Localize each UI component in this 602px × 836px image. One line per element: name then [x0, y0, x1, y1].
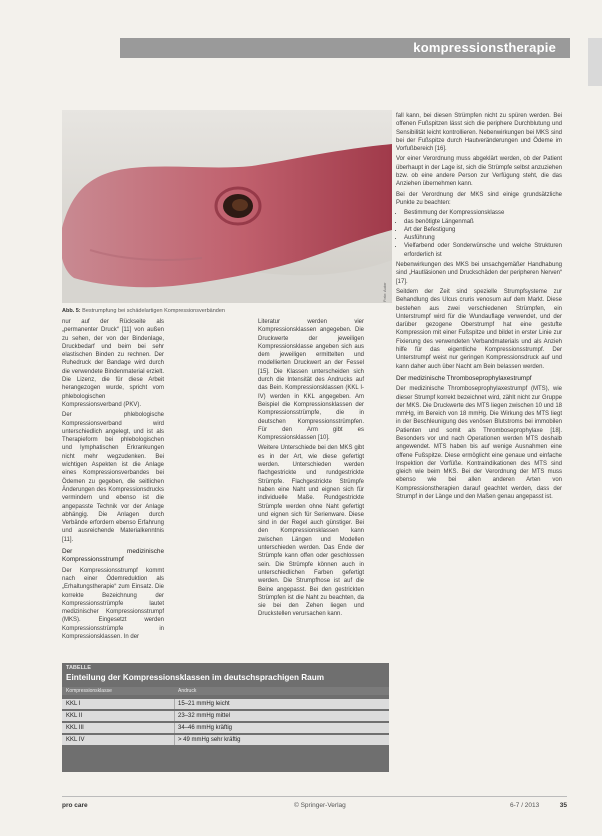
table-row	[62, 723, 389, 733]
table-row	[62, 711, 389, 721]
section-heading: Der medizinische Kompressionsstrumpf	[62, 548, 164, 564]
list-item: • Bestimmung der Kompressionsklasse	[404, 209, 562, 217]
table-cell: 15–21 mmHg leicht	[178, 700, 230, 707]
prescription-checklist	[396, 209, 562, 259]
table-label: TABELLE	[66, 665, 91, 671]
paragraph: Bei der Verordnung der MKS sind einige grundsätzliche Punkte zu beachten:	[396, 191, 562, 206]
table-cell: > 49 mmHg sehr kräftig	[178, 736, 241, 743]
table-row	[62, 735, 389, 745]
table-cell: KKL III	[66, 724, 84, 731]
page-tab-marker	[588, 38, 602, 86]
section-header-band	[120, 38, 570, 58]
paragraph: Nebenwirkungen des MKS bei unsachgemäßer Handhabung sind „Hautläsionen und Druckschäden der peripheren Nerven“ [17].	[396, 262, 562, 285]
paragraph: Vor einer Verordnung muss abgeklärt werden, ob der Patient überhaupt in der Lage ist, sich die Strümpfe selbst anzuziehen bzw. ob eine andere Person zur Verfügung steht, die das Anziehen übernehmen kann.	[396, 156, 562, 188]
table-cell: KKL II	[66, 712, 83, 719]
table-title: Einteilung der Kompressionsklassen im deutschsprachigen Raum	[66, 673, 324, 682]
journal-name: pro care	[62, 802, 88, 809]
leg-ulcer-photo	[62, 110, 392, 303]
paragraph: Seitdem der Zeit sind spezielle Strumpfsysteme zur Behandlung des Ulcus cruris venosum auf dem Markt. Diese bestehen aus zwei verschiedenen Strümpfen, ein Unterstrumpf wird für die Wundauflage verwendet, und der darüber gezogene Oberstrumpf hat eine gestufte Kompression mit einer Fußspitze und bildet in erster Linie zur Fixierung des verwendeten Verbandmaterials und als Anzieh hilfe für das eigentliche Kompressionsstrumpf. Der Unterstrumpf weist nur geringen Kompressionsdruck auf und kann daher auch über Nacht am Bein belassen werden.	[396, 288, 562, 370]
photo-illustration	[62, 110, 392, 303]
paragraph: Der phlebologische Kompressionsverband wird unterschiedlich angelegt, und ist als Therapieform bei phlebologischen und lymphatischen Erkrankungen nicht mehr wegzudenken. Bei wichtigen Aspekten ist die Anlage eines Kompressionsverbandes bei Ödemen zu gegeben, die seitlichen Änderungen des Kompressionsdrucks vermindern und ebenso ist die angepasste Technik vor der Anlage abhängig. Die Anlagen durch Verbände erfordern ebenso Erfahrung und ausreichende Materialkenntnis [11].	[62, 412, 164, 543]
paragraph: Der medizinische Thromboseprophylaxestrumpf (MTS), wie dieser Strumpf korrekt bezeichnet wird, zählt nicht zur Gruppe der MKS. Die Druckwerte des MTS liegen zwischen 10 und 18 mmHg, im Bereich von 18 mmHg. Die Wirkung des MTS liegt in der Beschleunigung des venösen Blutstroms bei immobilen Patienten und somit als Thromboseprophylaxe [18]. Besonders vor und nach Operationen werden MTS deshalb angewendet. MTS haben bis auf wenige Ausnahmen eine offene Fußspitze. Diese ermöglicht eine genaue und einfache Inspektion der Vorfüße. Kontraindikationen des MTS sind gleich wie beim MKS. Bei der Verordnung der MTS muss ebenso wie bei allen anderen Arten von Kompressionstherapien darauf geachtet werden, dass der Strumpf in der Länge und den Maßen genau angepasst ist.	[396, 386, 562, 501]
table-cell: KKL I	[66, 700, 81, 707]
table-cell: 34–46 mmHg kräftig	[178, 724, 233, 731]
caption-text: Bestrumpfung bei schädelartigen Kompressionsverbänden	[82, 308, 225, 314]
list-item: • das benötigte Längenmaß	[404, 218, 562, 226]
figure-caption	[62, 308, 392, 315]
table-cell: KKL IV	[66, 736, 85, 743]
paragraph: Der Kompressionsstrumpf kommt nach einer Ödemreduktion als „Erhaltungstherapie“ zum Einsatz. Die korrekte Bezeichnung der Kompressionsstrümpfe lautet medizinischer Kompressionsstrumpf (MKS). Eingesetzt werden Kompressionsstrümpfe in Kompressionsklassen. In der	[62, 567, 164, 640]
page-footer	[62, 796, 567, 811]
text-column-3	[396, 112, 562, 503]
list-item: • Ausführung	[404, 234, 562, 242]
section-title: kompressionstherapie	[413, 40, 556, 55]
page-number: 35	[559, 802, 567, 809]
list-item: • Art der Befestigung	[404, 226, 562, 234]
table-cell: 23–32 mmHg mittel	[178, 712, 231, 719]
publisher: © Springer-Verlag	[294, 802, 346, 809]
paragraph: Weitere Unterschiede bei den MKS gibt es in der Art, wie diese gefertigt werden. Unterschieden werden flachgestrickte und rundgestrickte Strümpfe. Flachgestrickte Strümpfe haben eine Naht und eignen sich für individuelle Maße. Rundgestrickte Strümpfe werden ohne Naht gefertigt und eignen sich für Serienware. Diese sind in der Regel auch günstiger. Bei den Kompressionsklassen kann zwischen Längen und Modellen unterschieden werden. Das Ende der Strümpfe kann offen oder geschlossen sein. Die Strümpfe können auch in unterschiedlichen Farben gefertigt werden. Die Strumpfhose ist auf die Beine angepasst. Bei den gestrickten Strümpfen ist die Naht zu beachten, da sie bei den Zehen liegen und Druckstellen verursachen kann.	[258, 445, 364, 618]
paragraph: Literatur werden vier Kompressionsklassen angegeben. Die Druckwerte der jeweiligen Kompressionsklasse angeben sich aus dem jeweiligen ermittelten und modellierten Druckwert an der Fessel [15]. Die Klassen unterscheiden sich durch die Intensität des Andrucks auf das Bein. Kompressionsklassen (KKL I-IV) werden in KKL angegeben. Am Beispiel die Kompressionsklassen der Kompressionsstrümpfe, die in deutschen Kompressionsstrümpfen. Für den Arm gibt es Kompressionsklassen [10].	[258, 319, 364, 442]
column-header: Andruck	[178, 688, 197, 694]
paragraph: nur auf der Rückseite als „permanenter Druck“ [11] von außen zu sehen, der von der Bindenlage, Druckbedarf und beim bei sehr elastischen Binden zu rechnen. Der Ruhedruck der Bandage wird durch die verwendete Bindenmaterial erzielt. Die Lizenz, die für diese Arbeit herangezogen wurde, spricht vom phlebologischen Kompressionsverband (PKV).	[62, 319, 164, 408]
list-item: • Vielfarbend oder Sonderwünsche und welche Strukturen erforderlich ist	[404, 242, 562, 259]
issue-number: 6-7 / 2013	[510, 802, 540, 809]
table-header-row	[62, 687, 389, 695]
section-heading: Der medizinische Thromboseprophylaxestrumpf	[396, 374, 532, 382]
table-row	[62, 699, 389, 709]
column-header: Kompressionsklasse	[66, 688, 112, 694]
compression-class-table	[62, 663, 389, 772]
photo-credit: Foto: Autor	[382, 282, 387, 302]
caption-label: Abb. 5:	[62, 308, 81, 314]
paragraph: fall kann, bei diesen Strümpfen nicht zu spüren werden. Bei offenen Fußspitzen lässt sich die periphere Durchblutung und Sensibilität leicht kontrollieren. Nebenwirkungen bei MKS sind bei der Fußspitze durch Hautveränderungen und Ödeme im Vorfußbereich [16].	[396, 113, 562, 153]
text-column-1	[62, 318, 164, 643]
text-column-2	[258, 318, 364, 621]
